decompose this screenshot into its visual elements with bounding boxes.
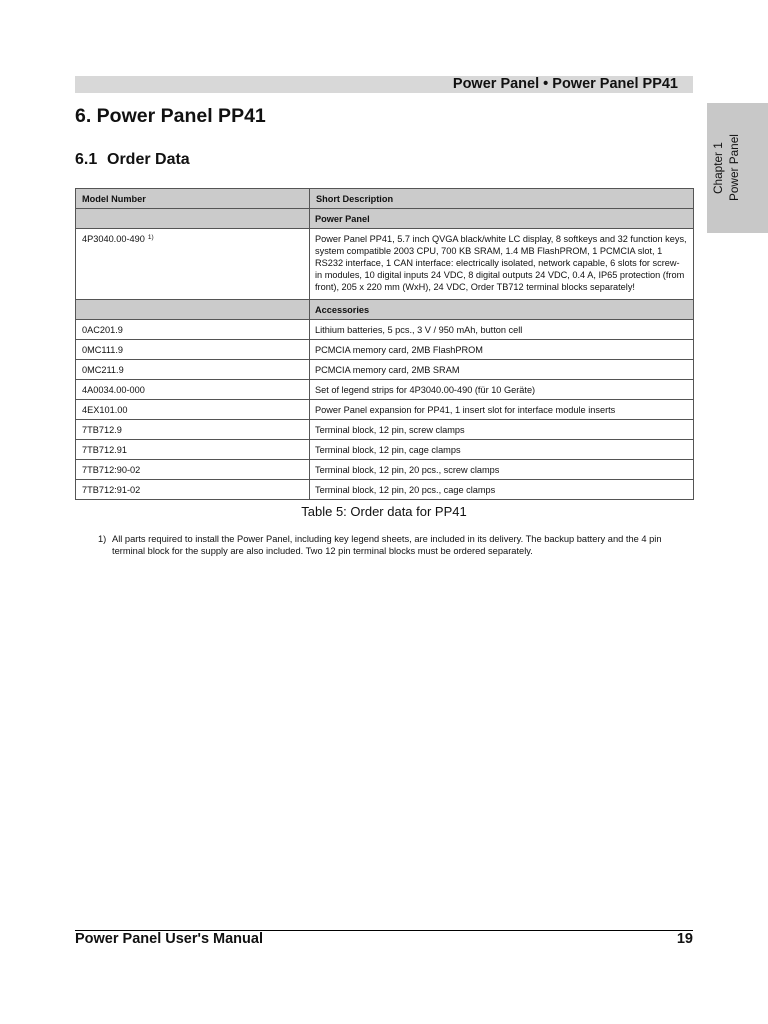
column-header-short-description: Short Description (310, 189, 694, 209)
running-header-title: Power Panel • Power Panel PP41 (452, 76, 678, 92)
table-row (76, 380, 694, 400)
description-line: system compatible 2003 CPU, 700 KB SRAM, 1.4 MB FlashPROM, 1 PCMCIA slot, 1 (315, 246, 663, 256)
table-header-row (76, 189, 694, 209)
footnote-reference: 1) (147, 234, 154, 241)
model-number-cell: 7TB712:91-02 (76, 480, 310, 500)
description-cell: Terminal block, 12 pin, screw clamps (310, 420, 694, 440)
page-number: 19 (676, 931, 693, 947)
chapter-title: 6. Power Panel PP41 (75, 105, 266, 127)
footnote (98, 533, 688, 557)
table-section-row (76, 209, 694, 229)
model-number: 4P3040.00-490 (82, 234, 145, 244)
model-number-cell: 0MC211.9 (76, 360, 310, 380)
chapter-tab-title: Power Panel (727, 134, 741, 202)
model-number-cell: 0MC111.9 (76, 340, 310, 360)
table-section-row (76, 300, 694, 320)
table-row (76, 229, 694, 300)
chapter-tab-label: Chapter 1 (711, 142, 725, 194)
table-row (76, 340, 694, 360)
model-number-cell: 4A0034.00-000 (76, 380, 310, 400)
section-number: 6.1 (75, 151, 98, 168)
model-number-cell: 0AC201.9 (76, 320, 310, 340)
section-title: Order Data (107, 151, 190, 168)
table-section-title: Power Panel (310, 209, 694, 229)
section-heading (75, 150, 190, 169)
model-number-cell: 4EX101.00 (76, 400, 310, 420)
description-cell: Terminal block, 12 pin, cage clamps (310, 440, 694, 460)
description-cell: PCMCIA memory card, 2MB SRAM (310, 360, 694, 380)
description-cell: Lithium batteries, 5 pcs., 3 V / 950 mAh, button cell (310, 320, 694, 340)
column-header-model-number: Model Number (76, 189, 310, 209)
description-cell: Set of legend strips for 4P3040.00-490 (für 10 Geräte) (310, 380, 694, 400)
description-line: front), 205 x 220 mm (WxH), 24 VDC, Order TB712 terminal blocks separately! (315, 282, 635, 292)
model-number-cell: 7TB712:90-02 (76, 460, 310, 480)
table-row (76, 400, 694, 420)
footnote-marker: 1) (98, 534, 107, 544)
footnote-line: terminal block for the supply are also included. Two 12 pin terminal blocks must be ordered separately. (112, 546, 533, 556)
table-row (76, 480, 694, 500)
footnote-line: All parts required to install the Power Panel, including key legend sheets, are included in its delivery. The backup battery and the 4 pin (112, 534, 662, 544)
section-row-blank-cell (76, 300, 310, 320)
description-line: RS232 interface, 1 CAN interface: electrically isolated, network capable, 6 slots for screw- (315, 258, 680, 268)
table-row (76, 460, 694, 480)
description-cell: Terminal block, 12 pin, 20 pcs., screw clamps (310, 460, 694, 480)
model-number-cell: 7TB712.9 (76, 420, 310, 440)
running-header (75, 76, 693, 93)
table-row (76, 440, 694, 460)
description-cell: PCMCIA memory card, 2MB FlashPROM (310, 340, 694, 360)
description-cell: Power Panel expansion for PP41, 1 insert slot for interface module inserts (310, 400, 694, 420)
chapter-tab-text (710, 103, 742, 233)
page-footer (75, 930, 693, 947)
chapter-tab (707, 103, 768, 233)
table-row (76, 420, 694, 440)
model-number-cell (76, 229, 310, 300)
table-caption: Table 5: Order data for PP41 (301, 504, 467, 519)
section-row-blank-cell (76, 209, 310, 229)
description-line: Power Panel PP41, 5.7 inch QVGA black/white LC display, 8 softkeys and 32 function keys, (315, 234, 687, 244)
model-number-cell: 7TB712.91 (76, 440, 310, 460)
table-section-title: Accessories (310, 300, 694, 320)
footer-manual-title: Power Panel User's Manual (75, 931, 263, 947)
table-row (76, 360, 694, 380)
description-line: in modules, 10 digital inputs 24 VDC, 8 digital outputs 24 VDC, 0.4 A, IP65 protection (from (315, 270, 685, 280)
description-cell (310, 229, 694, 300)
order-data-table (75, 188, 694, 500)
table-row (76, 320, 694, 340)
description-cell: Terminal block, 12 pin, 20 pcs., cage clamps (310, 480, 694, 500)
